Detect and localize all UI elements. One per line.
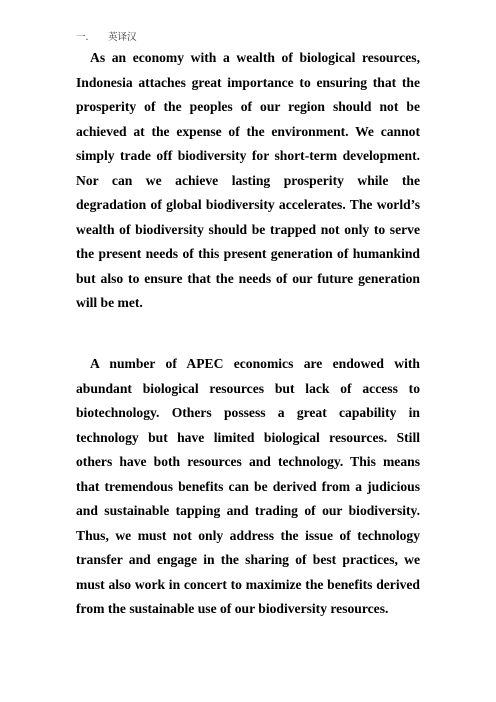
paragraph-2: A number of APEC economics are endowed with abundant biological resources but lack of access to biotechnology. Others possess a great capability in technology but have limited biological resources. Still others have both resources and technology. This means that tremendous benefits can be derived from a judicious and sustainable tapping and trading of our biodiversity. Thus, we must not only address the issue of technology transfer and engage in the sharing of best practices, we must also work in concert to maximize the benefits derived from the sustainable use of our biodiversity resources.: [76, 356, 420, 616]
paragraph-1: As an economy with a wealth of biological resources, Indonesia attaches great importance to ensuring that the prosperity of the peoples of our region should not be achieved at the expense of the environment. We cannot simply trade off biodiversity for short-term development. Nor can we achieve lasting prosperity while the degradation of global biodiversity accelerates. The world’s wealth of biodiversity should be trapped not only to serve the present needs of this present generation of humankind but also to ensure that the needs of our future generation will be met.: [76, 50, 420, 310]
section-heading: [76, 31, 137, 45]
section-number: 一.: [76, 32, 89, 43]
section-title: 英译汉: [108, 32, 137, 43]
